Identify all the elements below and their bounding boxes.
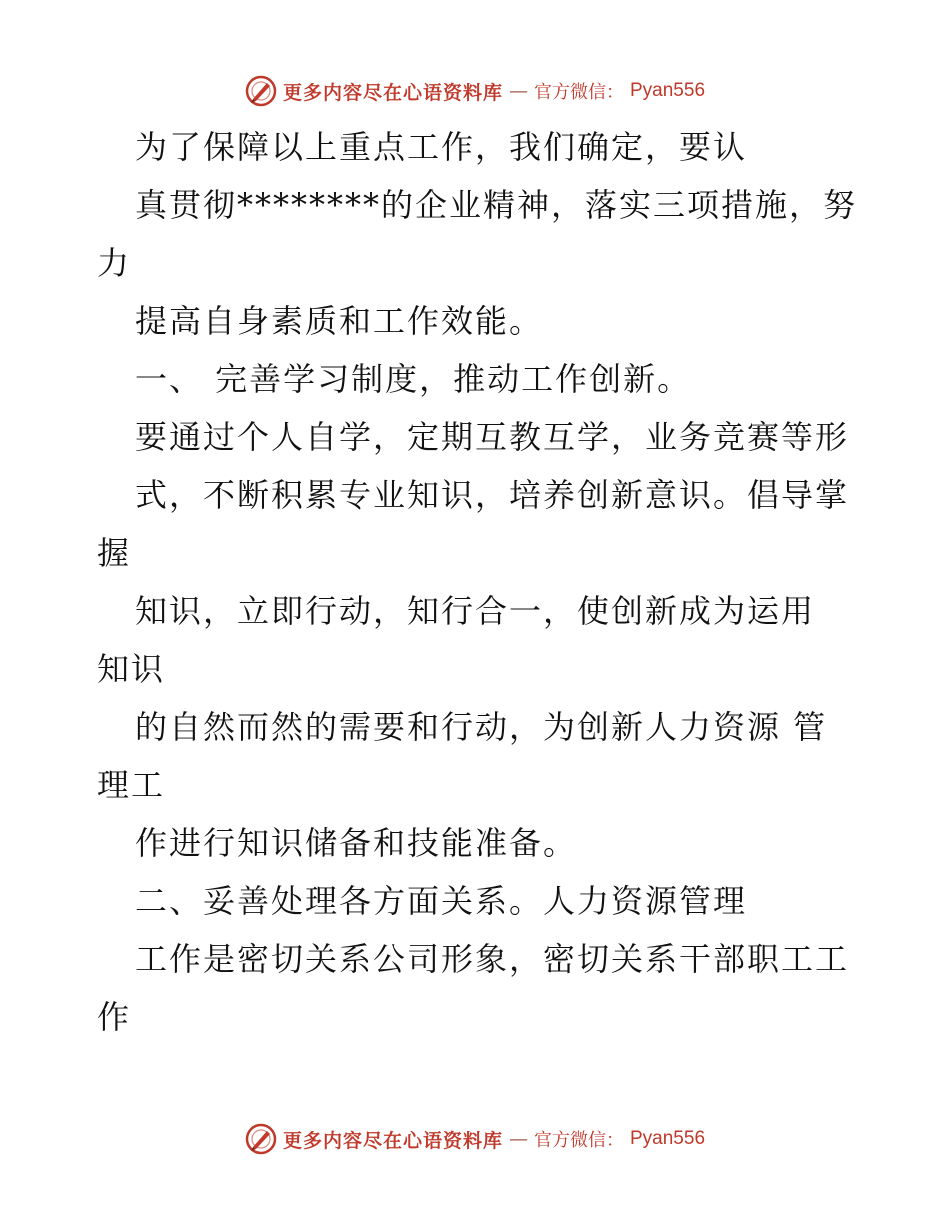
text-line: 知识，立即行动，知行合一，使创新成为运用 (135, 592, 816, 630)
text-line: 理工 (97, 766, 166, 804)
header-banner (0, 71, 950, 111)
text-line: 一、 完善学习制度，推动工作创新。 (135, 360, 692, 398)
banner-title: 更多内容尽在心语资料库 (282, 1129, 503, 1152)
text-line: 真贯彻********的企业精神，落实三项措施，努 (135, 186, 858, 224)
wechat-label: 官方微信： (534, 1130, 624, 1151)
footer-banner (0, 1119, 950, 1159)
wechat-label: 官方微信： (534, 82, 624, 103)
banner-title: 更多内容尽在心语资料库 (282, 81, 503, 104)
text-line: 提高自身素质和工作效能。 (135, 302, 544, 340)
text-line: 工作是密切关系公司形象，密切关系干部职工工 (135, 940, 850, 978)
text-line: 力 (97, 244, 132, 282)
text-line: 的自然而然的需要和行动，为创新人力资源 管 (135, 708, 828, 746)
wechat-id: Pyan556 (630, 80, 706, 101)
text-line: 知识 (97, 650, 166, 688)
document-body (97, 118, 857, 1046)
wechat-id: Pyan556 (630, 1128, 706, 1149)
banner-separator: — (509, 1128, 528, 1150)
text-line: 为了保障以上重点工作，我们确定，要认 (135, 128, 748, 166)
quill-pen-logo-icon (245, 1123, 277, 1155)
text-line: 式，不断积累专业知识，培养创新意识。倡导掌 (135, 476, 850, 514)
text-line: 握 (97, 534, 132, 572)
text-line: 要通过个人自学，定期互教互学，业务竞赛等形 (135, 418, 850, 456)
text-line: 作进行知识储备和技能准备。 (135, 824, 578, 862)
text-line: 二、妥善处理各方面关系。人力资源管理 (135, 882, 748, 920)
quill-pen-logo-icon (245, 75, 277, 107)
text-line: 作 (97, 998, 132, 1036)
banner-separator: — (509, 80, 528, 102)
